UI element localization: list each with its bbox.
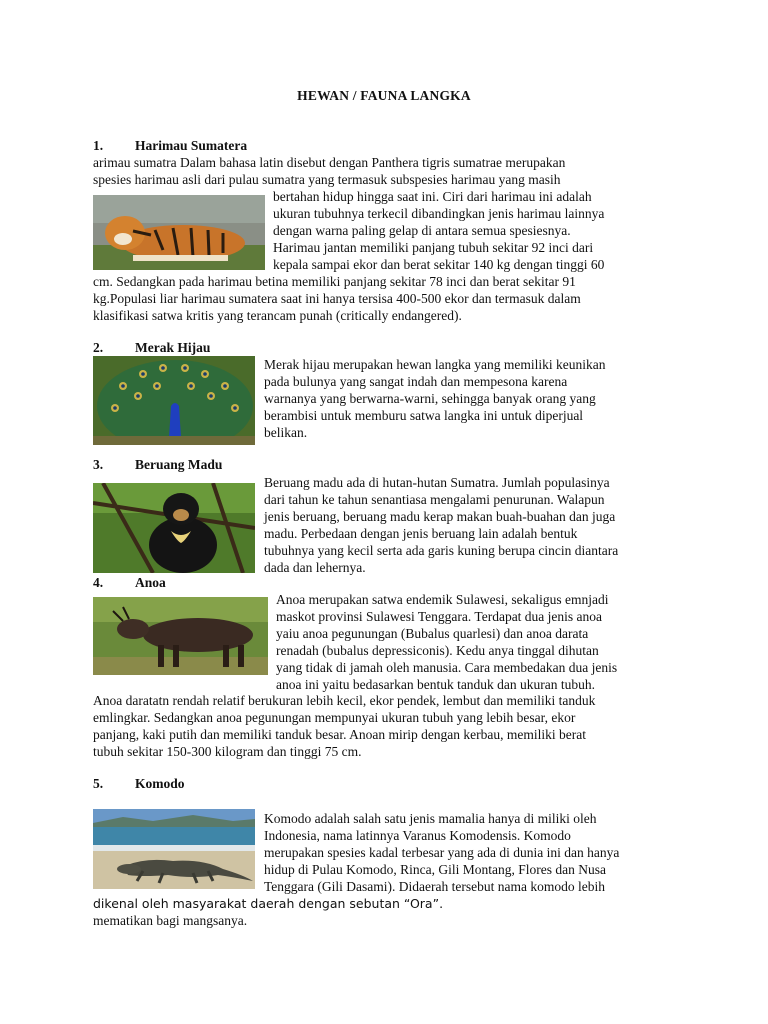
text-line: Anoa merupakan satwa endemik Sulawesi, sekaligus emnjadi [276,592,609,607]
text-line: merupakan spesies kadal terbesar yang ada di dunia ini dan hanya [264,845,620,860]
harimau-side-text [273,188,604,273]
section-heading-anoa [93,575,166,591]
text-line: Anoa daratatn rendah relatif berukuran lebih kecil, ekor pendek, lembut dan memiliki tanduk [93,693,596,708]
text-line: madu. Perbedaan dengan jenis beruang lain adalah bentuk [264,526,578,541]
text-line: cm. Sedangkan pada harimau betina memiliki panjang sekitar 78 inci dan berat sekitar 91 [93,274,576,289]
text-line: maskot provinsi Sulawesi Tenggara. Terdapat dua jenis anoa [276,609,603,624]
sun-bear-photo [93,483,255,573]
section-title: Merak Hijau [135,340,211,355]
section-number: 3. [93,457,104,472]
text-line: arimau sumatra Dalam bahasa latin disebut dengan Panthera tigris sumatrae merupakan [93,155,566,170]
text-line: renadah (bubalus depressiconis). Kedu anya tinggal dihutan [276,643,599,658]
text-line: hidup di Pulau Komodo, Rinca, Gili Montang, Flores dan Nusa [264,862,606,877]
text-line: mematikan bagi mangsanya. [93,913,248,928]
harimau-intro [93,154,565,188]
tiger-photo [93,195,265,270]
text-line: kg.Populasi liar harimau sumatera saat ini hanya tersisa 400-500 ekor dan termasuk dalam [93,291,581,306]
section-heading-komodo [93,776,185,792]
harimau-tail-text [93,273,581,324]
text-line: jenis beruang, beruang madu kerap makan buah-buahan dan juga [264,509,616,524]
section-title: Komodo [135,776,185,791]
komodo-photo [93,809,255,889]
section-heading-beruang [93,457,222,473]
text-line: tubuh sekitar 150-300 kilogram dan tinggi 75 cm. [93,744,362,759]
text-line: dari tahun ke tahun senantiasa mengalami penurunan. Walapun [264,492,605,507]
text-line: ukuran tubuhnya terkecil dibandingkan jenis harimau lainnya [273,206,605,221]
merak-side-text [264,356,606,441]
text-line: Tenggara (Gili Dasami). Didaerah tersebut nama komodo lebih [264,879,605,894]
text-line: dada dan lehernya. [264,560,366,575]
text-line: Beruang madu ada di hutan-hutan Sumatra. Jumlah populasinya [264,475,610,490]
text-line: dikenal oleh masyarakat daerah dengan sebutan “Ora”. [93,896,444,911]
text-line: pada bulunya yang sangat indah dan mempesona karena [264,374,568,389]
section-title: Anoa [135,575,166,590]
text-line: Indonesia, nama latinnya Varanus Komodensis. Komodo [264,828,571,843]
text-line: berambisi untuk memburu satwa langka ini untuk diperjual [264,408,584,423]
section-heading-harimau [93,138,247,154]
section-number: 5. [93,776,104,791]
text-line: panjang, kaki putih dan memiliki tanduk besar. Anoan mirip dengan kerbau, memiliki berat [93,727,587,742]
text-line: Merak hijau merupakan hewan langka yang memiliki keunikan [264,357,606,372]
text-line: bertahan hidup hingga saat ini. Ciri dari harimau ini adalah [273,189,592,204]
text-line: Harimau jantan memiliki panjang tubuh sekitar 92 inci dari [273,240,594,255]
anoa-photo [93,597,268,675]
text-line: yaiu anoa pegunungan (Bubalus quarlesi) dan anoa darata [276,626,589,641]
text-line: klasifikasi satwa kritis yang terancam punah (critically endangered). [93,308,462,323]
text-line: emlingkar. Sedangkan anoa pegunungan mempunyai ukuran tubuh yang lebih besar, ekor [93,710,576,725]
anoa-tail-text [93,692,595,760]
peacock-photo [93,356,255,445]
text-line: tubuhnya yang kecil serta ada garis kuning berupa cincin diantara [264,543,619,558]
text-line: spesies harimau asli dari pulau sumatra yang termasuk subspesies harimau yang masih [93,172,561,187]
section-heading-merak [93,340,210,356]
section-title: Harimau Sumatera [135,138,248,153]
section-number: 4. [93,575,104,590]
document-title: HEWAN / FAUNA LANGKA [297,88,471,103]
text-line: Komodo adalah salah satu jenis mamalia hanya di miliki oleh [264,811,597,826]
text-line: belikan. [264,425,308,440]
text-line: dengan warna paling gelap di antara semua spesiesnya. [273,223,571,238]
text-line: yang tidak di jamah oleh manusia. Cara membedakan dua jenis [276,660,618,675]
komodo-tail-text [93,895,443,929]
anoa-side-text [276,591,617,693]
text-line: warnanya yang berwarna-warni, sehingga banyak orang yang [264,391,596,406]
section-number: 2. [93,340,104,355]
text-line: anoa ini yaitu bedasarkan bentuk tanduk dan ukuran tubuh. [276,677,596,692]
komodo-side-text [264,810,619,895]
section-title: Beruang Madu [135,457,223,472]
text-line: kepala sampai ekor dan berat sekitar 140 kg dengan tinggi 60 [273,257,605,272]
section-number: 1. [93,138,104,153]
beruang-side-text [264,474,618,576]
